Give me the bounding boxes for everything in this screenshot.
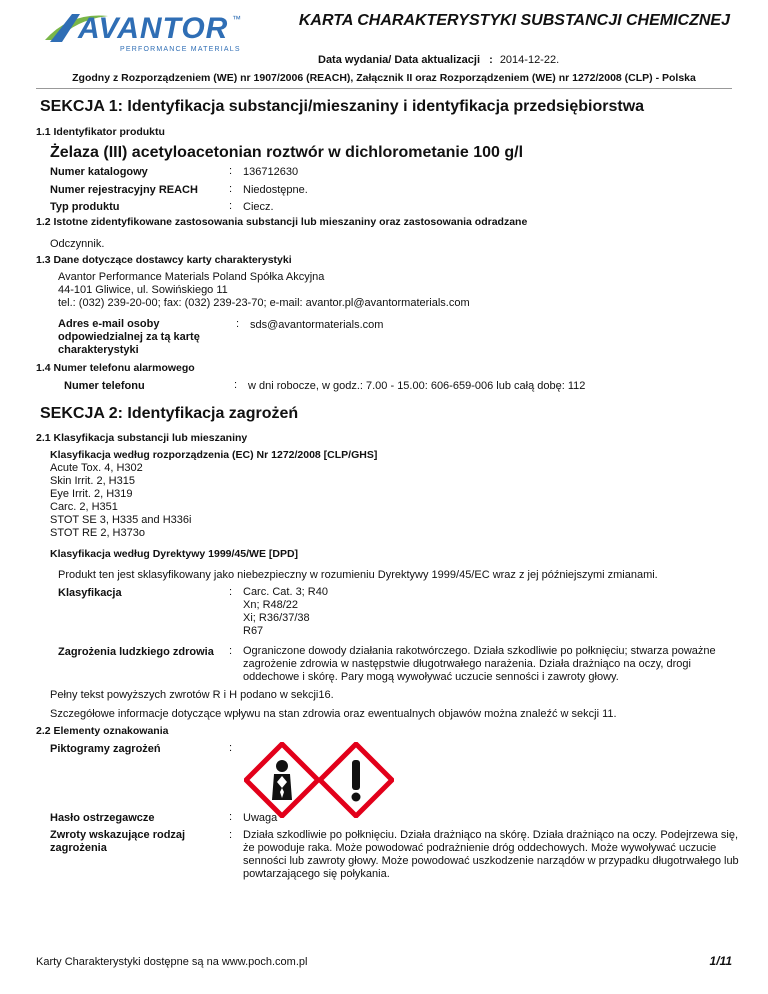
clp-item: STOT RE 2, H373o [50,527,145,539]
regulation-line: Zgodny z Rozporządzeniem (WE) nr 1907/2006 (REACH), Załącznik II oraz Rozporządzeniem (WE) nr 1272/2008 (CLP) - Polska [72,72,696,84]
section2-2-heading: 2.2 Elementy oznakowania [36,725,169,737]
avantor-logo [40,8,280,56]
issue-date-label: Data wydania/ Data aktualizacji [318,54,481,66]
section1-2-heading: 1.2 Istotne zidentyfikowane zastosowania substancji lub mieszaniny oraz zastosowania odradzane [36,216,528,228]
phone-label: Numer telefonu [64,380,145,392]
email-label: Adres e-mail osoby odpowiedzialnej za tą kartę charakterystyki [58,318,200,356]
supplier-line: tel.: (032) 239-20-00; fax: (032) 239-23-70; e-mail: avantor.pl@avantormaterials.com [58,297,470,309]
signal-word-label: Hasło ostrzegawcze [50,812,155,824]
klasyfikacja-values: Carc. Cat. 3; R40 Xn; R48/22 Xi; R36/37/38 R67 [243,586,328,637]
issue-date-row [318,54,559,66]
section1-2-value: Odczynnik. [50,238,105,250]
clp-item: Eye Irrit. 2, H319 [50,488,133,500]
phone-value: w dni robocze, w godz.: 7.00 - 15.00: 606-659-006 lub całą dobę: 112 [248,380,586,392]
phone-colon: : [234,379,238,391]
supplier-line: Avantor Performance Materials Poland Spółka Akcyjna [58,271,325,283]
health-hazard-label: Zagrożenia ludzkiego zdrowia [58,646,214,658]
clp-item: Carc. 2, H351 [50,501,118,513]
reach-value: Niedostępne. [243,184,308,196]
email-value: sds@avantormaterials.com [250,319,384,331]
type-colon: : [229,200,233,212]
hazard-statements-values: Działa szkodliwie po połknięciu. Działa drażniąco na skórę. Działa drażniąco na oczy. Podejrzewa się, że powoduje raka. Może powodować podrażnienie dróg oddechowych. Może wywoływać uczucie senności lub zawroty głowy. Może powodować uszkodzenie narządów w przypadku długotrwałego lub powtarzającego się połykania. [243,829,739,880]
clp-item: Skin Irrit. 2, H315 [50,475,135,487]
section2-1-heading: 2.1 Klasyfikacja substancji lub mieszaniny [36,432,248,444]
supplier-address [58,271,470,310]
health-hazard-values: Ograniczone dowody działania rakotwórczego. Działa szkodliwie po połknięciu; stwarza poważne zagrożenie zdrowia w następstwie długotrwałego narażenia. Działa drażniąco na oczy, drogi oddechowe i skórę. Pary mogą wywoływać uczucie senności i zawroty głowy. [243,645,716,683]
section1-title: SEKCJA 1: Identyfikacja substancji/mieszaniny i identyfikacja przedsiębiorstwa [40,98,645,115]
email-colon: : [236,318,240,330]
reach-colon: : [229,183,233,195]
section1-1-heading: 1.1 Identyfikator produktu [36,126,165,138]
clp-item: Acute Tox. 4, H302 [50,462,143,474]
health-hazard-pictogram-icon [244,742,320,818]
pictogram-label: Piktogramy zagrożeń [50,743,161,755]
full-text-note: Pełny tekst powyższych zwrotów R i H podano w sekcji16. [50,689,334,701]
section1-3-heading: 1.3 Dane dotyczące dostawcy karty charakterystyki [36,254,292,266]
page-number: 1/11 [709,954,732,968]
footer-note: Karty Charakterystyki dostępne są na www.poch.com.pl [36,956,308,968]
type-label: Typ produktu [50,201,120,213]
klasyfikacja-label: Klasyfikacja [58,587,122,599]
document-title: KARTA CHARAKTERYSTYKI SUBSTANCJI CHEMICZNEJ [298,12,730,29]
type-value: Ciecz. [243,201,274,213]
dpd-heading: Klasyfikacja według Dyrektywy 1999/45/WE [DPD] [50,548,299,560]
details-note: Szczegółowe informacje dotyczące wpływu na stan zdrowia oraz ewentualnych objawów można znaleźć w sekcji 11. [50,708,617,720]
reach-label: Numer rejestracyjny REACH [50,184,198,196]
section1-4-heading: 1.4 Numer telefonu alarmowego [36,362,195,374]
logo-wordmark: AVANTOR [78,12,229,45]
health-hazard-colon: : [229,645,233,657]
logo-trademark: ™ [232,14,241,24]
clp-heading: Klasyfikacja według rozporządzenia (EC) Nr 1272/2008 [CLP/GHS] [50,449,378,461]
catalog-value: 136712630 [243,166,299,178]
signal-word-value: Uwaga [243,812,278,824]
hazard-statements-colon: : [229,829,233,841]
supplier-line: 44-101 Gliwice, ul. Sowińskiego 11 [58,284,228,296]
issue-date-value: 2014-12-22. [499,54,560,66]
header-divider [36,88,732,89]
catalog-colon: : [229,165,233,177]
section2-title: SEKCJA 2: Identyfikacja zagrożeń [40,405,299,422]
pictogram-colon: : [229,742,233,754]
exclamation-mark-pictogram-icon [318,742,394,818]
product-name: Żelaza (III) acetyloacetonian roztwór w dichlorometanie 100 g/l [50,144,524,161]
signal-word-colon: : [229,811,233,823]
issue-date-colon: : [489,54,493,66]
hazard-statements-label: Zwroty wskazujące rodzaj zagrożenia [50,829,186,854]
logo-subtitle: PERFORMANCE MATERIALS [120,46,241,53]
dpd-text: Produkt ten jest sklasyfikowany jako niebezpieczny w rozumieniu Dyrektywy 1999/45/EC wraz z jej późniejszymi zmianami. [58,569,658,581]
catalog-label: Numer katalogowy [50,166,148,178]
klasyfikacja-colon: : [229,586,233,598]
clp-list [50,462,191,540]
clp-item: STOT SE 3, H335 and H336i [50,514,192,526]
